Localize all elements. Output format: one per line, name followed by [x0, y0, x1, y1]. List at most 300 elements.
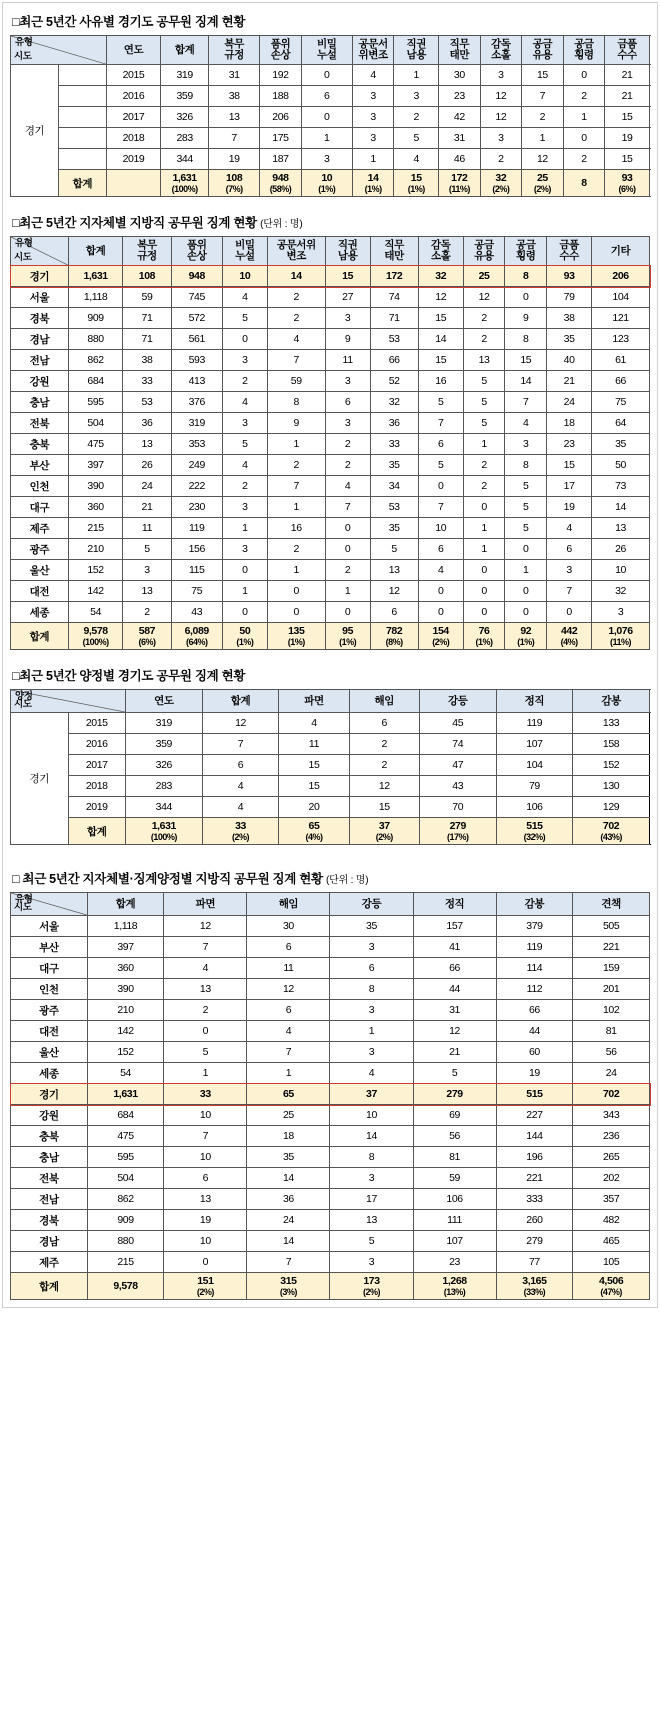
region-name-cell: 세종: [11, 602, 69, 623]
table-sum-cell: [496, 1273, 573, 1300]
corner-top-label: 유형: [15, 894, 33, 906]
table-cell: 13: [209, 107, 260, 128]
table-cell: 77: [496, 1252, 573, 1273]
table-cell: 157: [413, 916, 496, 937]
table-sum-cell: [419, 818, 496, 845]
table-row: [11, 539, 650, 560]
region-name-cell: 제주: [11, 1252, 88, 1273]
corner-bottom-label: 시도: [14, 51, 32, 63]
table-discipline-region-severity: [10, 892, 650, 1300]
table-cell: 215: [68, 518, 123, 539]
table-cell: 172: [370, 266, 418, 287]
table-cell: 2: [325, 560, 370, 581]
table-cell: 188: [260, 86, 302, 107]
region-name-cell: 전남: [11, 1189, 88, 1210]
sum-percent: (2%): [432, 637, 450, 648]
sum-value: 948: [272, 172, 289, 185]
table-cell: 745: [171, 287, 222, 308]
col-header: 해임: [349, 690, 419, 713]
table-cell: 38: [123, 350, 171, 371]
table-cell: 104: [592, 287, 650, 308]
table-cell: 326: [161, 107, 209, 128]
table-sum-cell: [463, 623, 505, 650]
table-cell: 119: [496, 937, 573, 958]
table-cell: 15: [279, 776, 349, 797]
col-header: 금품 수수: [605, 36, 650, 65]
table-cell: 12: [349, 776, 419, 797]
table-cell: 19: [605, 128, 650, 149]
table-cell: 227: [496, 1105, 573, 1126]
table-cell: 35: [547, 329, 592, 350]
table-cell: 15: [547, 455, 592, 476]
table-cell: 4: [222, 287, 267, 308]
col-header: 감독 소홀: [480, 36, 522, 65]
table-cell: 221: [573, 937, 650, 958]
table-cell: 684: [68, 371, 123, 392]
table-cell: 13: [123, 434, 171, 455]
corner-bottom-label: 시도: [14, 252, 32, 264]
table-row: [11, 128, 650, 149]
table-sum-cell: [171, 623, 222, 650]
table-cell: 152: [573, 755, 650, 776]
table-cell: 1: [505, 560, 547, 581]
table-cell: 376: [171, 392, 222, 413]
table-cell: 121: [592, 308, 650, 329]
table-cell: 108: [123, 266, 171, 287]
table-cell: 2: [463, 308, 505, 329]
sum-value: 135: [288, 625, 305, 638]
col-header: 품위 손상: [171, 237, 222, 266]
table-cell: 909: [87, 1210, 164, 1231]
table-cell: 9: [505, 308, 547, 329]
col-header: 공금 유용: [522, 36, 564, 65]
table-cell: 102: [573, 1000, 650, 1021]
table-cell: 16: [267, 518, 325, 539]
table-row: [11, 65, 650, 86]
table-cell: 18: [547, 413, 592, 434]
table-cell: 31: [439, 128, 481, 149]
table-cell: 15: [605, 149, 650, 170]
sum-value: 108: [225, 172, 243, 185]
table-cell: 15: [418, 308, 463, 329]
table-cell: 13: [164, 979, 247, 1000]
region-name-cell: 대구: [11, 958, 88, 979]
table-cell: 66: [413, 958, 496, 979]
table-cell: 59: [123, 287, 171, 308]
corner-bottom-label: 시도: [14, 902, 32, 914]
table-cell: 12: [164, 916, 247, 937]
table-cell: 2: [349, 755, 419, 776]
table-cell: 7: [505, 392, 547, 413]
col-header: 강등: [419, 690, 496, 713]
sum-percent: (64%): [185, 637, 208, 648]
table-row: [11, 1105, 650, 1126]
sum-percent: (1%): [475, 637, 493, 648]
table-discipline-by-reason-gyeonggi: [10, 35, 650, 197]
table-cell: 13: [330, 1210, 413, 1231]
table-row: [11, 413, 650, 434]
corner-top-label: 양정: [15, 691, 33, 703]
region-name-cell: 강원: [11, 1105, 88, 1126]
table-cell: 1: [222, 581, 267, 602]
table-cell: 42: [439, 107, 481, 128]
table-cell: 475: [87, 1126, 164, 1147]
table-cell: 8: [505, 329, 547, 350]
table-cell: 10: [222, 266, 267, 287]
table-cell: 19: [496, 1063, 573, 1084]
table-sum-cell: [260, 170, 302, 197]
table-cell: 79: [496, 776, 573, 797]
table-sum-cell: [563, 170, 605, 197]
table-cell: 0: [505, 539, 547, 560]
sum-percent: (17%): [446, 832, 469, 843]
table-cell: 44: [413, 979, 496, 1000]
table-cell: 7: [164, 1126, 247, 1147]
table-cell: 7: [164, 937, 247, 958]
region-name-cell: 인천: [11, 979, 88, 1000]
table-cell: 3: [330, 937, 413, 958]
table-cell: [106, 170, 160, 197]
region-name-cell: 경북: [11, 308, 69, 329]
table-cell: 4: [202, 797, 279, 818]
table-cell: 15: [522, 65, 564, 86]
table-cell: 909: [68, 308, 123, 329]
region-name-cell: 경북: [11, 1210, 88, 1231]
table-cell: 5: [222, 308, 267, 329]
table-cell: 33: [123, 371, 171, 392]
table-cell: 505: [573, 916, 650, 937]
table-cell: 2016: [106, 86, 160, 107]
section-2-title-text: □최근 5년간 지자체별 지방직 공무원 징계 현황: [12, 216, 257, 231]
table-cell: 74: [370, 287, 418, 308]
table-cell: 196: [496, 1147, 573, 1168]
table-cell: 3: [222, 413, 267, 434]
table-cell: 34: [370, 476, 418, 497]
table-cell: 26: [592, 539, 650, 560]
table-sum-cell: [123, 623, 171, 650]
table-cell: 5: [330, 1231, 413, 1252]
table-cell: 3: [330, 1252, 413, 1273]
table-cell: 35: [370, 455, 418, 476]
table-header-row: [11, 893, 650, 916]
table-cell: 11: [279, 734, 349, 755]
table-cell: 2: [563, 149, 605, 170]
table-cell: 119: [496, 713, 573, 734]
section-4-unit: (단위 : 명): [326, 875, 369, 887]
table-cell: 21: [547, 371, 592, 392]
table-cell: 0: [164, 1021, 247, 1042]
table-cell: 71: [370, 308, 418, 329]
table-cell: 66: [370, 350, 418, 371]
table-header-row: [11, 237, 650, 266]
table-cell: 14: [505, 371, 547, 392]
table-header-row: [11, 36, 650, 65]
table-cell: 35: [592, 434, 650, 455]
col-header: 파면: [279, 690, 349, 713]
table-cell: 13: [592, 518, 650, 539]
table-cell: 19: [164, 1210, 247, 1231]
table-cell: 53: [370, 497, 418, 518]
table-sum-cell: [394, 170, 439, 197]
region-name-cell: 경남: [11, 329, 69, 350]
table-row: [11, 1126, 650, 1147]
col-header: 연도: [126, 690, 203, 713]
table-cell: 1: [164, 1063, 247, 1084]
table-cell: 5: [505, 518, 547, 539]
table-cell: 0: [325, 539, 370, 560]
table-row: [11, 1063, 650, 1084]
table-cell: 2: [463, 329, 505, 350]
table-cell: 0: [463, 560, 505, 581]
region-name-cell: 부산: [11, 937, 88, 958]
table-cell: 24: [573, 1063, 650, 1084]
region-name-cell: 울산: [11, 560, 69, 581]
table-cell: 283: [161, 128, 209, 149]
col-header: 직무 태만: [439, 36, 481, 65]
table-cell: 6: [418, 434, 463, 455]
table-cell: 6: [202, 755, 279, 776]
table-cell: 35: [330, 916, 413, 937]
table-cell: 81: [573, 1021, 650, 1042]
table-row: [11, 308, 650, 329]
table-sum-cell: [522, 170, 564, 197]
table-cell: 397: [68, 455, 123, 476]
table-cell: 2: [267, 308, 325, 329]
table-cell: 130: [573, 776, 650, 797]
table-cell: 12: [463, 287, 505, 308]
table-cell: 31: [209, 65, 260, 86]
table-cell: 60: [496, 1042, 573, 1063]
table-cell: 0: [563, 128, 605, 149]
table-cell: 3: [352, 86, 394, 107]
section-2-title: [12, 213, 650, 231]
table-cell: 144: [496, 1126, 573, 1147]
table-cell: 2: [325, 455, 370, 476]
table-sum-cell: [325, 623, 370, 650]
table-cell: 107: [496, 734, 573, 755]
table-cell: 2: [480, 149, 522, 170]
table-cell: 260: [496, 1210, 573, 1231]
col-header: 연도: [106, 36, 160, 65]
table-cell: 202: [573, 1168, 650, 1189]
table-cell: 206: [260, 107, 302, 128]
table-row: [11, 916, 650, 937]
table-cell: 475: [68, 434, 123, 455]
table-cell: 3: [325, 413, 370, 434]
table-cell: 379: [496, 916, 573, 937]
region-label-cell: 경기: [11, 65, 59, 197]
table-row: [11, 392, 650, 413]
sum-percent: (1%): [318, 184, 336, 195]
sum-percent: (4%): [305, 832, 323, 843]
table-cell: 2018: [106, 128, 160, 149]
region-name-cell: 세종: [11, 1063, 88, 1084]
table-sum-cell: [547, 623, 592, 650]
table-cell: 2018: [68, 776, 126, 797]
region-name-cell: 서울: [11, 916, 88, 937]
sum-percent: (8%): [385, 637, 403, 648]
table-cell: 59: [413, 1168, 496, 1189]
table-cell: 1: [463, 539, 505, 560]
col-header: 공문서위 변조: [267, 237, 325, 266]
sum-value: 151: [197, 1275, 214, 1288]
table-cell: 222: [171, 476, 222, 497]
sum-percent: (2%): [196, 1287, 214, 1298]
section-1-title: [12, 12, 650, 30]
table-cell: 5: [418, 455, 463, 476]
table-cell: 44: [496, 1021, 573, 1042]
region-name-cell: 충북: [11, 1126, 88, 1147]
table-header-row: [11, 690, 650, 713]
table-cell: 265: [573, 1147, 650, 1168]
table-cell: 2019: [68, 797, 126, 818]
sum-percent: (32%): [523, 832, 546, 843]
sum-value: 93: [621, 172, 633, 185]
table-cell: 46: [439, 149, 481, 170]
table-row: [11, 1252, 650, 1273]
table-cell: 115: [171, 560, 222, 581]
table-cell: 152: [87, 1042, 164, 1063]
table-cell: 3: [505, 434, 547, 455]
table-cell: 21: [413, 1042, 496, 1063]
table-cell: 93: [547, 266, 592, 287]
table-cell: 8: [267, 392, 325, 413]
table-cell: 4: [547, 518, 592, 539]
table-row: [11, 1231, 650, 1252]
col-header: 합계: [202, 690, 279, 713]
sum-value: 154: [432, 625, 449, 638]
col-header: 직권 남용: [325, 237, 370, 266]
table-sum-cell: [222, 623, 267, 650]
table-cell: 104: [496, 755, 573, 776]
table-cell: 4: [418, 560, 463, 581]
table-cell: 4: [352, 65, 394, 86]
region-name-cell: 경기: [11, 1084, 88, 1105]
table-cell: 14: [247, 1231, 330, 1252]
table-row: [11, 755, 650, 776]
table-cell: 595: [87, 1147, 164, 1168]
table-cell: 326: [126, 755, 203, 776]
table-sum-row: [11, 170, 650, 197]
table-cell: 7: [202, 734, 279, 755]
region-name-cell: 울산: [11, 1042, 88, 1063]
sum-percent: (58%): [269, 184, 292, 195]
table-cell: 5: [463, 392, 505, 413]
table-row: [11, 266, 650, 287]
table-cell: 75: [171, 581, 222, 602]
table-cell: 15: [279, 755, 349, 776]
table-cell: 3: [222, 350, 267, 371]
table-cell: 279: [496, 1231, 573, 1252]
table-cell: 515: [496, 1084, 573, 1105]
table-cell: 3: [123, 560, 171, 581]
sum-value: 14: [367, 172, 379, 185]
table-cell: 7: [325, 497, 370, 518]
table-corner-header: [11, 36, 107, 65]
table-cell: 25: [463, 266, 505, 287]
table-cell: 142: [68, 581, 123, 602]
table-cell: 360: [87, 958, 164, 979]
spacer-cell: [58, 128, 106, 149]
table-sum-cell: [301, 170, 352, 197]
table-sum-cell: [349, 818, 419, 845]
table-cell: 111: [413, 1210, 496, 1231]
table-cell: 53: [370, 329, 418, 350]
table-cell: 123: [592, 329, 650, 350]
table-sum-cell: [202, 818, 279, 845]
table-cell: 4: [247, 1021, 330, 1042]
table-cell: 16: [418, 371, 463, 392]
table-cell: 2: [349, 734, 419, 755]
table-cell: 24: [547, 392, 592, 413]
spacer-cell: [58, 65, 106, 86]
table-cell: 10: [418, 518, 463, 539]
table-sum-cell: [161, 170, 209, 197]
table-cell: 6: [330, 958, 413, 979]
section-3-title-text: □최근 5년간 양정별 경기도 공무원 징계 현황: [12, 669, 246, 684]
table-cell: 14: [267, 266, 325, 287]
table-cell: 390: [68, 476, 123, 497]
region-name-cell: 대구: [11, 497, 69, 518]
table-cell: 12: [480, 86, 522, 107]
table-sum-cell: [68, 623, 123, 650]
table-cell: 66: [496, 1000, 573, 1021]
table-cell: 11: [325, 350, 370, 371]
table-cell: 59: [267, 371, 325, 392]
table-cell: 50: [592, 455, 650, 476]
table-cell: 504: [68, 413, 123, 434]
table-cell: 2019: [106, 149, 160, 170]
col-header: 공금 유용: [463, 237, 505, 266]
table-cell: 1: [325, 581, 370, 602]
table-cell: 12: [413, 1021, 496, 1042]
sum-percent: (7%): [225, 184, 243, 195]
table-cell: 2: [394, 107, 439, 128]
table-cell: 30: [247, 916, 330, 937]
sum-value: 315: [280, 1275, 297, 1288]
table-cell: 27: [325, 287, 370, 308]
table-cell: 561: [171, 329, 222, 350]
table-row: [11, 581, 650, 602]
table-cell: 3: [394, 86, 439, 107]
table-sum-cell: [126, 818, 203, 845]
sum-percent: (11%): [610, 637, 632, 648]
table-row: [11, 797, 650, 818]
table-sum-cell: [480, 170, 522, 197]
table-cell: 71: [123, 308, 171, 329]
table-cell: 3: [547, 560, 592, 581]
table-cell: 3: [330, 1042, 413, 1063]
spacer-cell: [58, 149, 106, 170]
col-header: 공금 횡령: [505, 237, 547, 266]
table-sum-cell: [605, 170, 650, 197]
table-cell: 합계: [58, 170, 106, 197]
table-cell: 133: [573, 713, 650, 734]
col-header: 정직: [496, 690, 573, 713]
table-cell: 2: [222, 476, 267, 497]
table-cell: 187: [260, 149, 302, 170]
table-cell: 6: [325, 392, 370, 413]
table-cell: 357: [573, 1189, 650, 1210]
sum-percent: (1%): [407, 184, 425, 195]
sum-value: 1,268: [442, 1275, 467, 1288]
table-cell: 23: [439, 86, 481, 107]
sum-value: 442: [560, 625, 578, 638]
table-cell: 0: [505, 602, 547, 623]
table-cell: 2: [463, 476, 505, 497]
table-cell: 4: [222, 455, 267, 476]
table-cell: 4: [330, 1063, 413, 1084]
